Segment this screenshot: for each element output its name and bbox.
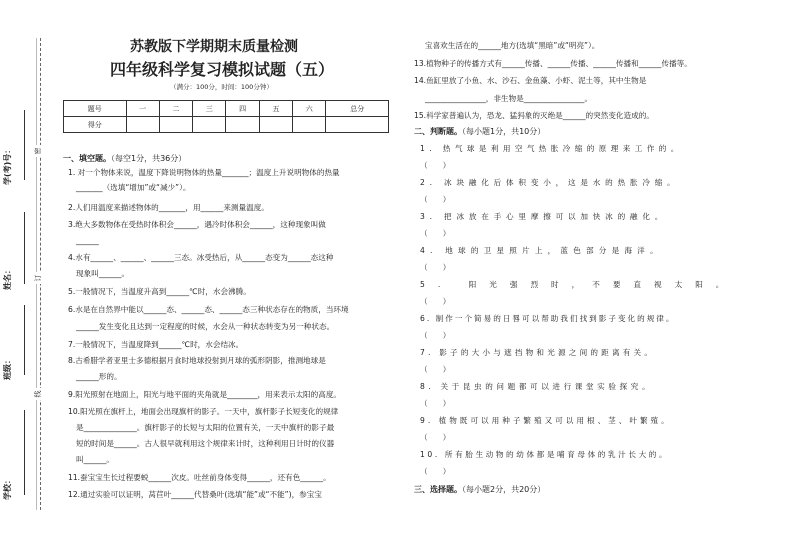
section3-heading [414, 484, 545, 495]
score-entry[interactable] [226, 117, 259, 133]
fill-blank-line: 现象叫______。 [76, 269, 130, 278]
exam-title-line1: 苏教版下学期期末质量检测 [130, 39, 298, 55]
fill-blank-line: ______发生变化且达到一定程度的时候，水会从一种状态转变为另一种状态。 [76, 322, 335, 331]
seal-char-xian: 线 [33, 388, 43, 400]
true-false-item: 7. 影子的大小与遮挡物和光源之间的距离有关。 [420, 348, 656, 357]
school-label: 学校： [3, 476, 12, 500]
section1-heading [63, 153, 186, 164]
score-cell: 二 [159, 101, 192, 117]
score-entry[interactable] [326, 117, 389, 133]
section2-heading [414, 126, 545, 137]
exam-title-line2: 四年级科学复习模拟试题（五） [110, 60, 335, 79]
fill-blank-line: 11.蚕宝宝生长过程要蜕______次皮。吐丝前身体变得______，还有色______。 [68, 473, 331, 482]
school-field[interactable] [24, 410, 25, 495]
fill-blank-line: 是______________。旗杆影子的长短与太阳的位置有关，一天中旗杆的影子最 [76, 423, 335, 432]
answer-bracket[interactable]: （ ） [420, 331, 451, 340]
fill-blank-line: 宝喜欢生活在的______地方(选填“黑暗”或“明亮”）。 [425, 41, 600, 50]
fill-blank-line: _______（选填“增加”或“减少”）。 [76, 183, 191, 192]
section3-note: （每小题2分，共20分） [462, 485, 546, 494]
score-cell: 题号 [64, 101, 127, 117]
fill-blank-line: 6.水是在自然界中能以______态、______态、______态三种状态存在的物质，当环境 [68, 305, 349, 314]
true-false-item: 4. 地球的卫星照片上，蓝色部分是海洋。 [420, 246, 663, 255]
section1-title: 一、填空题。 [63, 154, 111, 163]
section1-note: （每空1分，共36分） [111, 154, 187, 163]
true-false-item: 6. 制作一个简易的日晷可以帮助我们找到影子变化的规律。 [420, 314, 676, 323]
score-cell: 一 [126, 101, 159, 117]
fill-blank-line: 13.植物种子的传播方式有______传播、______传播、______传播和______传播等。 [414, 59, 692, 68]
binding-strip [0, 0, 58, 548]
student-id-label: 学(考)号： [3, 145, 12, 185]
true-false-item: 2. 冰块融化后体积变小，这是水的热胀冷缩。 [420, 178, 680, 187]
score-table-score-row [64, 117, 389, 133]
student-id-field[interactable] [24, 110, 25, 180]
score-entry[interactable] [193, 117, 226, 133]
score-cell: 三 [193, 101, 226, 117]
answer-bracket[interactable]: （ ） [420, 467, 451, 476]
true-false-item: 1. 热气球是利用空气热胀冷缩的原理来工作的。 [420, 144, 683, 153]
exam-info: （满分：100分，时间：100分钟） [170, 83, 273, 91]
seal-char-ding: 订 [33, 272, 43, 284]
true-false-item: 10. 所有胎生动物的幼体都是哺育母体的乳汁长大的。 [420, 450, 670, 459]
score-cell: 四 [226, 101, 259, 117]
answer-bracket[interactable]: （ ） [420, 229, 451, 238]
fill-blank-line: 14.鱼缸里放了小鱼、水、沙石、金鱼藻、小虾、泥土等，其中生物是 [414, 76, 647, 85]
fill-blank-line: 3.绝大多数物体在受热时体积会______，遇冷时体积会______，这种现象叫做 [68, 220, 326, 229]
fill-blank-line: 9.阳光照射在地面上，阳光与地平面的夹角就是________，用来表示太阳的高度。 [68, 390, 342, 399]
true-false-item: 8. 关于昆虫的问题都可以进行课堂实验探究。 [420, 382, 654, 391]
fill-blank-line: 8.古希腊学者亚里士多德根据月食时地球投射到月球的弧形阴影，推测地球是 [68, 356, 326, 365]
fill-blank-line: 10.阳光照在旗杆上，地面会出现旗杆的影子。一天中，旗杆影子长短变化的规律 [68, 407, 339, 416]
fill-blank-line: ______形的。 [76, 372, 122, 381]
class-field[interactable] [24, 305, 25, 375]
fill-blank-line: 4.水有______、______、______三态。冰受热后，从______态变为______态这种 [68, 253, 334, 262]
answer-bracket[interactable]: （ ） [420, 195, 451, 204]
fill-blank-line: 7.一般情况下，当温度降到______℃时，水会结冰。 [68, 340, 244, 349]
answer-bracket[interactable]: （ ） [420, 433, 451, 442]
fill-blank-line: 2.人们用温度来描述物体的_______，用______来测量温度。 [68, 203, 269, 212]
fill-blank-line: ________________，非生物是________________。 [425, 94, 593, 103]
class-label: 班级： [3, 356, 12, 380]
fill-blank-line: 5.一般情况下，当温度升高到______℃时，水会沸腾。 [68, 287, 251, 296]
fill-blank-line: 12.通过实验可以证明，莴苣叶______代替桑叶(选填“能”或“不能”)，参宝宝 [68, 490, 322, 499]
true-false-item: 9. 植物既可以用种子繁殖又可以用根、茎、叶繁殖。 [420, 416, 672, 425]
score-cell: 五 [259, 101, 292, 117]
answer-bracket[interactable]: （ ） [420, 263, 451, 272]
score-entry[interactable] [259, 117, 292, 133]
score-row-label: 得分 [64, 117, 127, 133]
section3-title: 三、选择题。 [414, 485, 462, 494]
true-false-item: 3. 把冰放在手心里摩擦可以加快冰的融化。 [420, 212, 668, 221]
name-label: 姓名： [3, 266, 12, 290]
score-cell: 总分 [326, 101, 389, 117]
fill-blank-line: 1. 对一个物体来说，温度下降说明物体的热量_______；温度上升说明物体的热量 [68, 168, 340, 177]
answer-bracket[interactable]: （ ） [420, 399, 451, 408]
score-table [63, 100, 389, 133]
true-false-item: 5. 阳光强烈时，不要直视太阳。 [420, 280, 737, 289]
section2-note: （每小题1分，共10分） [462, 127, 546, 136]
answer-bracket[interactable]: （ ） [420, 365, 451, 374]
fill-blank-line: 叫______。 [76, 455, 114, 464]
score-table-header-row [64, 101, 389, 117]
fill-blank-line: 短的时间是______。古人很早就利用这个规律来计时，这种利用日计时的仪器 [76, 439, 335, 448]
fill-blank-line: ______ [76, 236, 99, 245]
name-field[interactable] [24, 212, 25, 284]
score-cell: 六 [293, 101, 326, 117]
seal-char-mi: 密 [33, 145, 43, 157]
score-entry[interactable] [126, 117, 159, 133]
answer-bracket[interactable]: （ ） [420, 297, 451, 306]
score-entry[interactable] [159, 117, 192, 133]
answer-bracket[interactable]: （ ） [420, 161, 451, 170]
fill-blank-line: 15.科学家普遍认为，恐龙、猛犸象的灭绝是______的突然变化造成的。 [414, 111, 654, 120]
section2-title: 二、判断题。 [414, 127, 462, 136]
score-entry[interactable] [293, 117, 326, 133]
